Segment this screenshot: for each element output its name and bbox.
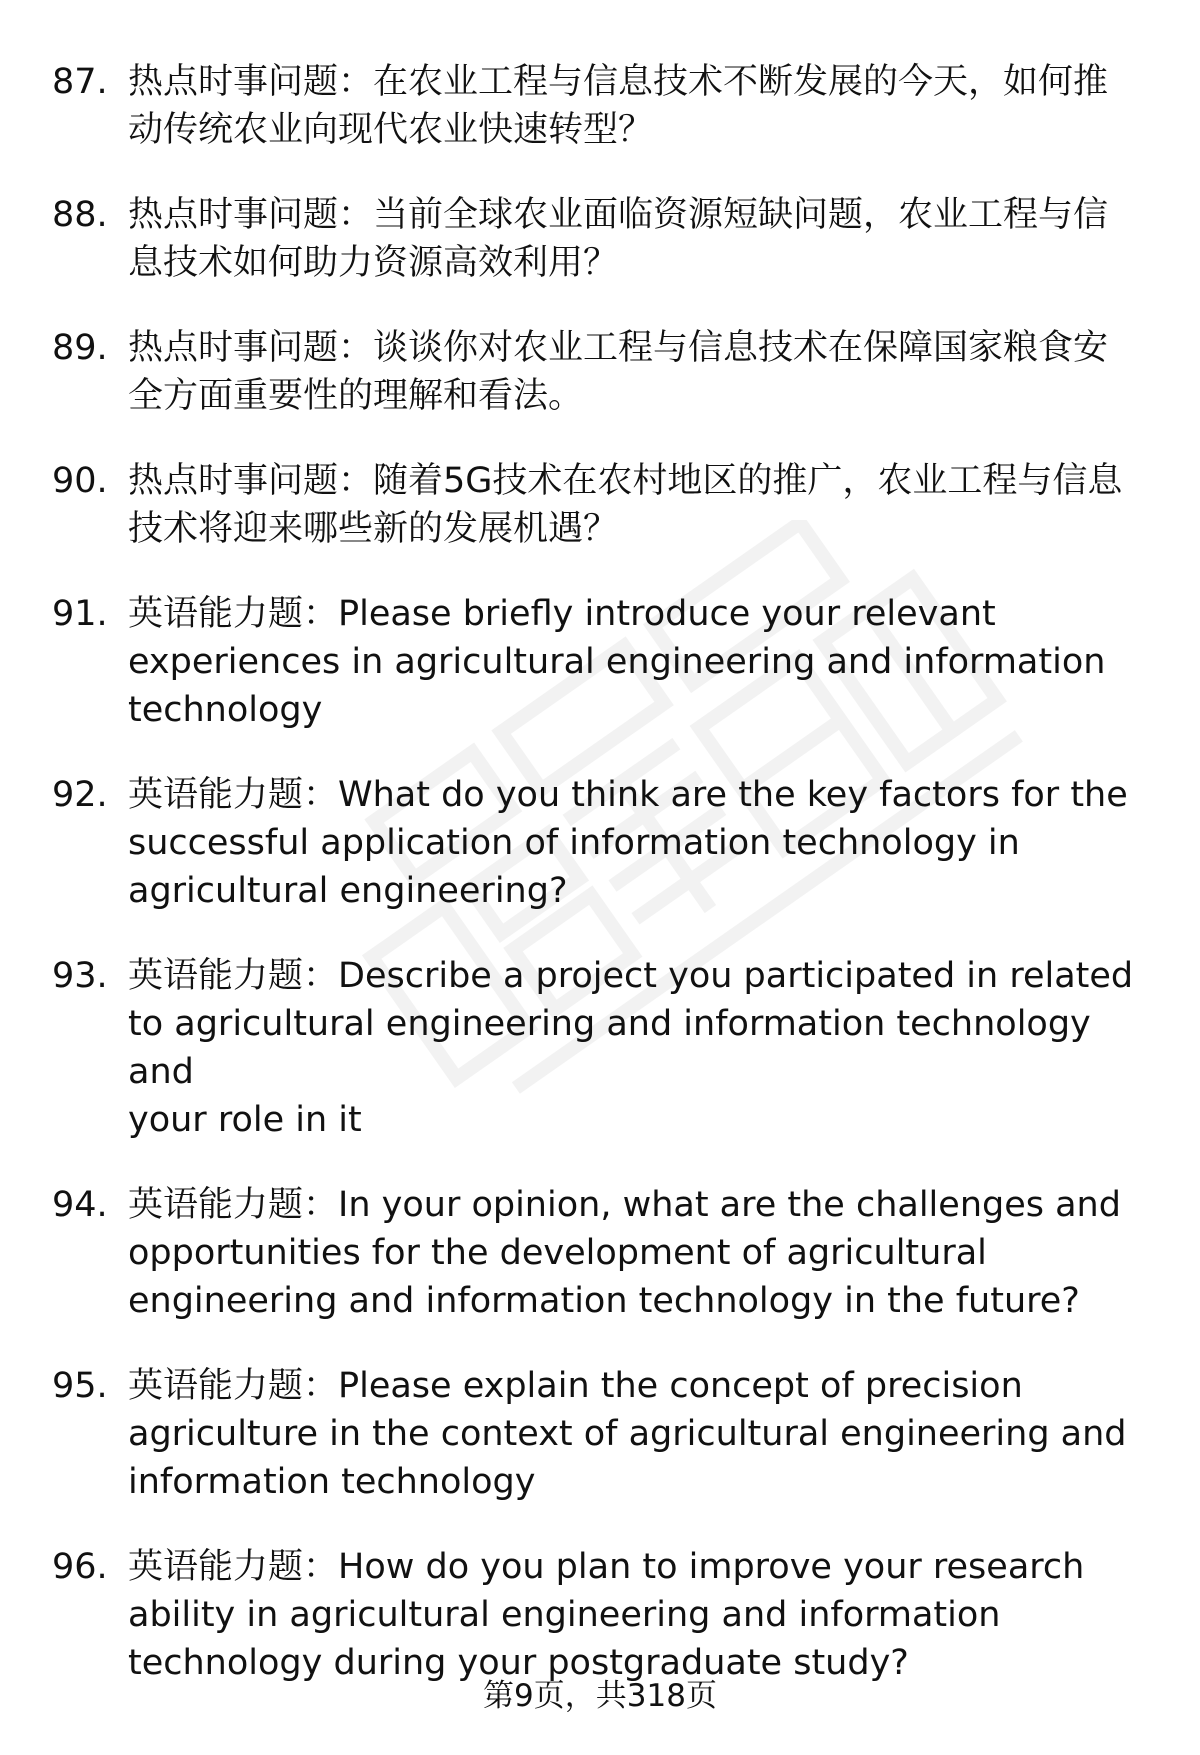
question-91 [52, 590, 1162, 734]
question-number: 91. [52, 594, 108, 634]
question-94 [52, 1181, 1162, 1325]
question-93 [52, 952, 1162, 1144]
question-number: 89. [52, 328, 108, 368]
question-number: 87. [52, 62, 108, 102]
page-footer: 第9页，共318页 [483, 1678, 717, 1714]
question-87 [52, 58, 1162, 154]
question-text: 热点时事问题：当前全球农业面临资源短缺问题，农业工程与信 息技术如何助力资源高效利用？ [128, 195, 1109, 283]
question-text: 英语能力题：Describe a project you participated in related to agricultural engineering and information technology and your role in it [128, 956, 1134, 1140]
question-number: 94. [52, 1185, 108, 1225]
question-text: 英语能力题：Please explain the concept of precision agriculture in the context of agricultural engineering and information technology [128, 1366, 1127, 1502]
question-number: 95. [52, 1366, 108, 1406]
question-number: 93. [52, 956, 108, 996]
question-text: 热点时事问题：谈谈你对农业工程与信息技术在保障国家粮食安 全方面重要性的理解和看法。 [128, 328, 1109, 416]
question-number: 90. [52, 461, 108, 501]
question-text: 英语能力题：Please briefly introduce your relevant experiences in agricultural engineering and information technology [128, 594, 1106, 730]
question-text: 热点时事问题：随着5G技术在农村地区的推广，农业工程与信息 技术将迎来哪些新的发展机遇？ [128, 461, 1123, 549]
question-95 [52, 1362, 1162, 1506]
question-text: 英语能力题：What do you think are the key factors for the successful application of information technology in agricultural engineering? [128, 775, 1128, 911]
question-text: 热点时事问题：在农业工程与信息技术不断发展的今天，如何推 动传统农业向现代农业快速转型？ [128, 62, 1109, 150]
question-88 [52, 191, 1162, 287]
question-number: 88. [52, 195, 108, 235]
question-89 [52, 324, 1162, 420]
question-number: 92. [52, 775, 108, 815]
question-96 [52, 1543, 1162, 1687]
question-text: 英语能力题：In your opinion, what are the challenges and opportunities for the development of agricultural engineering and information technology in the future? [128, 1185, 1121, 1321]
question-90 [52, 457, 1162, 553]
question-92 [52, 771, 1162, 915]
question-text: 英语能力题：How do you plan to improve your research ability in agricultural engineering and information technology during your postgraduate study? [128, 1547, 1085, 1683]
question-list [52, 58, 1162, 1687]
question-number: 96. [52, 1547, 108, 1587]
